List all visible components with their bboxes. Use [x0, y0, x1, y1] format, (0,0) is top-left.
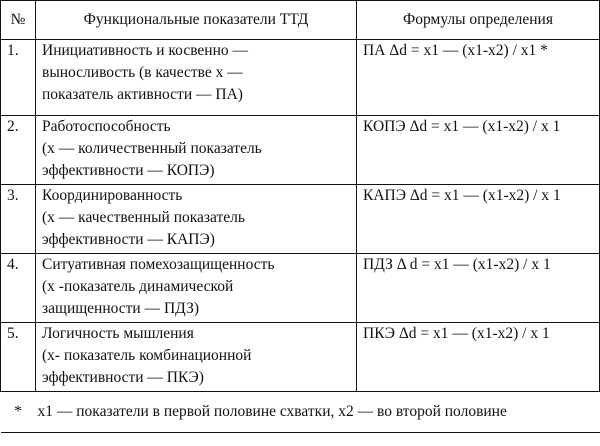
footnote-mark: *	[1, 392, 36, 433]
formula-cell: ПА Δd = x1 — (x1-x2) / x1 *	[357, 40, 600, 116]
indicator-line: (х -показатель динамической	[42, 278, 234, 295]
formula-cell: КАПЭ Δd = x1 — (x1-x2) / x 1	[357, 185, 600, 254]
table-row	[1, 40, 600, 116]
table-row	[1, 254, 600, 323]
indicator-cell	[36, 254, 357, 323]
indicator-line: (х — качественный показатель	[42, 209, 245, 226]
formula-cell: ПДЗ Δ d = x1 — (x1-x2) / x 1	[357, 254, 600, 323]
indicator-line: защищенности — ПДЗ)	[42, 300, 200, 317]
table-row	[1, 323, 600, 392]
row-number: 4.	[1, 254, 36, 323]
row-number: 3.	[1, 185, 36, 254]
indicator-line: Координированность	[42, 187, 183, 204]
indicator-line: эффективности — КОПЭ)	[42, 162, 215, 179]
indicator-line: (х- показатель комбинационной	[42, 347, 252, 364]
table-header-row	[1, 1, 600, 40]
indicator-line: (х — количественный показатель	[42, 140, 262, 157]
row-number: 2.	[1, 116, 36, 185]
footnote-text: x1 — показатели в первой половине схватки, x2 — во второй половине	[36, 392, 600, 433]
indicator-line: Инициативность и косвенно —	[42, 42, 249, 59]
indicator-cell	[36, 116, 357, 185]
formula-cell: КОПЭ Δd = x1 — (x1-x2) / x 1	[357, 116, 600, 185]
indicator-line: показатель активности — ПА)	[42, 86, 243, 103]
indicator-line: Работоспособность	[42, 118, 171, 135]
header-indicators: Функциональные показатели ТТД	[36, 1, 357, 40]
formula-cell: ПКЭ Δd = x1 — (x1-x2) / x 1	[357, 323, 600, 392]
row-number: 5.	[1, 323, 36, 392]
indicator-cell	[36, 40, 357, 116]
row-number: 1.	[1, 40, 36, 116]
footnote-row	[1, 392, 600, 433]
table-row	[1, 116, 600, 185]
table-row	[1, 185, 600, 254]
indicator-line: эффективности — ПКЭ)	[42, 369, 204, 386]
header-number: №	[1, 1, 36, 40]
indicator-line: Логичность мышления	[42, 325, 194, 342]
indicator-line: эффективности — КАПЭ)	[42, 231, 215, 248]
indicator-cell	[36, 185, 357, 254]
indicator-line: выносливость (в качестве х —	[42, 64, 243, 81]
indicator-line: Ситуативная помехозащищенность	[42, 256, 275, 273]
indicator-cell	[36, 323, 357, 392]
header-formulas: Формулы определения	[357, 1, 600, 40]
